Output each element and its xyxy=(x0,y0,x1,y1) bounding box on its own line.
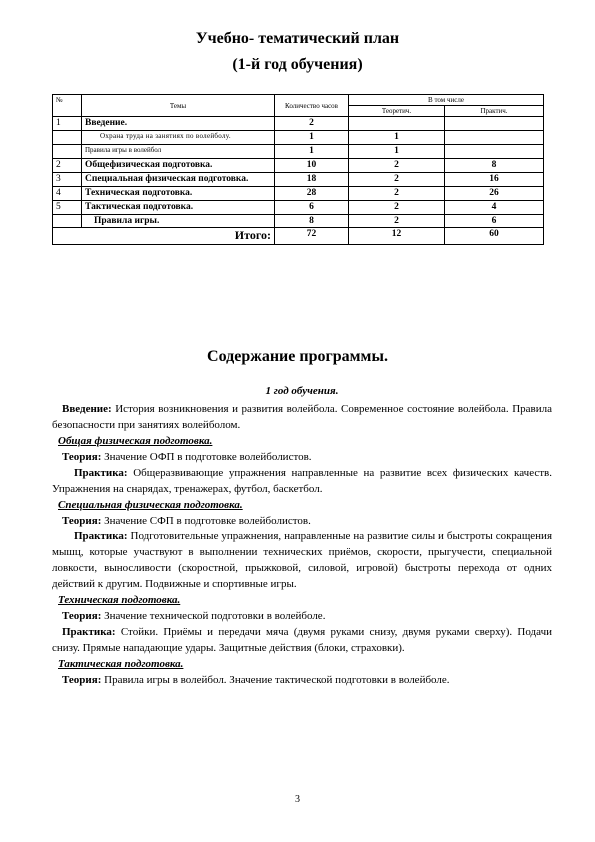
row-hours: 10 xyxy=(275,158,349,172)
table-row xyxy=(53,186,544,200)
row-topic: Специальная физическая подготовка. xyxy=(82,172,275,186)
row-no xyxy=(53,214,82,228)
row-practice: 6 xyxy=(445,214,544,228)
ofp-practice-label: Практика: xyxy=(74,466,128,479)
sfp-theory xyxy=(52,514,552,530)
intro-text: История возникновения и развития волейбола. Современное состояние волейбола. Правила безопасности при занятиях волейболом. xyxy=(52,402,552,431)
row-hours: 1 xyxy=(275,131,349,145)
table-row xyxy=(53,214,544,228)
row-practice: 4 xyxy=(445,200,544,214)
intro-label: Введение: xyxy=(62,402,112,415)
row-hours: 2 xyxy=(275,117,349,131)
total-practice: 60 xyxy=(445,228,544,245)
row-practice: 8 xyxy=(445,158,544,172)
ofp-theory xyxy=(52,450,552,466)
ofp-heading: Общая физическая подготовка. xyxy=(58,434,213,447)
row-no: 3 xyxy=(53,172,82,186)
col-theory-header: Теоретич. xyxy=(349,106,445,117)
row-hours: 6 xyxy=(275,200,349,214)
row-topic: Тактическая подготовка. xyxy=(82,200,275,214)
table-row xyxy=(53,172,544,186)
table-row xyxy=(53,117,544,131)
sfp-heading: Специальная физическая подготовка. xyxy=(58,498,243,511)
row-theory: 2 xyxy=(349,172,445,186)
ofp-theory-text: Значение ОФП в подготовке волейболистов. xyxy=(101,450,312,463)
row-practice xyxy=(445,144,544,158)
tact-heading: Тактическая подготовка. xyxy=(58,657,184,670)
total-label: Итого: xyxy=(53,228,275,245)
row-no: 2 xyxy=(53,158,82,172)
row-practice xyxy=(445,131,544,145)
row-hours: 1 xyxy=(275,144,349,158)
row-theory: 1 xyxy=(349,144,445,158)
tact-theory-label: Теория: xyxy=(62,673,102,686)
col-including-header: В том числе xyxy=(349,95,544,106)
col-practice-header: Практич. xyxy=(445,106,544,117)
tact-theory xyxy=(52,673,552,689)
row-topic: Правила игры. xyxy=(82,214,275,228)
tact-theory-text: Правила игры в волейбол. Значение тактической подготовки в волейболе. xyxy=(101,673,450,686)
row-no: 4 xyxy=(53,186,82,200)
table-row xyxy=(53,200,544,214)
row-topic: Охрана труда на занятиях по волейболу. xyxy=(82,131,275,145)
col-topic-header: Темы xyxy=(82,95,275,117)
table-total-row xyxy=(53,228,544,245)
row-theory xyxy=(349,117,445,131)
ofp-practice-text: Общеразвивающие упражнения направленные на развитие всех физических качеств. Упражнения на снарядах, тренажерах, футбол, баскетбол. xyxy=(52,466,552,495)
row-hours: 8 xyxy=(275,214,349,228)
row-no xyxy=(53,131,82,145)
row-no: 5 xyxy=(53,200,82,214)
table-row xyxy=(53,144,544,158)
row-practice xyxy=(445,117,544,131)
table-row xyxy=(53,158,544,172)
sfp-practice-text: Подготовительные упражнения, направленные на развитие силы и быстроты сокращения мышц, которые участвуют в выполнении технических приёмов, скорости, прыгучести, специальной ловкости, выносливости (скоростной, прыжковой, силовой, игровой) быстроты перехода от одних действий к другим. Подвижные и спортивные игры. xyxy=(52,530,552,591)
tech-heading: Техническая подготовка. xyxy=(58,594,181,607)
row-topic: Введение. xyxy=(82,117,275,131)
col-hours-header: Количество часов xyxy=(275,95,349,117)
row-hours: 18 xyxy=(275,172,349,186)
table-header-row xyxy=(53,95,544,106)
row-topic: Техническая подготовка. xyxy=(82,186,275,200)
page-number: 3 xyxy=(295,794,300,805)
year-heading: 1 год обучения. xyxy=(265,385,339,397)
tech-practice xyxy=(52,625,552,657)
tech-theory xyxy=(52,609,552,625)
plan-title: Учебно- тематический план xyxy=(195,30,400,47)
ofp-theory-label: Теория: xyxy=(62,450,102,463)
total-theory: 12 xyxy=(349,228,445,245)
ofp-practice xyxy=(52,466,552,498)
curriculum-table xyxy=(52,94,544,245)
table-row xyxy=(53,131,544,145)
sfp-practice xyxy=(52,529,552,593)
program-content xyxy=(52,384,552,689)
row-hours: 28 xyxy=(275,186,349,200)
col-no-header: № xyxy=(53,95,82,117)
row-no: 1 xyxy=(53,117,82,131)
row-no xyxy=(53,144,82,158)
tech-theory-text: Значение технической подготовки в волейболе. xyxy=(101,610,326,623)
row-practice: 16 xyxy=(445,172,544,186)
tech-practice-label: Практика: xyxy=(62,626,116,639)
row-theory: 2 xyxy=(349,214,445,228)
sfp-theory-label: Теория: xyxy=(62,514,102,527)
total-hours: 72 xyxy=(275,228,349,245)
row-theory: 2 xyxy=(349,186,445,200)
sfp-practice-label: Практика: xyxy=(74,530,128,543)
tech-theory-label: Теория: xyxy=(62,610,102,623)
row-theory: 2 xyxy=(349,200,445,214)
row-topic: Общефизическая подготовка. xyxy=(82,158,275,172)
row-theory: 1 xyxy=(349,131,445,145)
row-theory: 2 xyxy=(349,158,445,172)
sfp-theory-text: Значение СФП в подготовке волейболистов. xyxy=(101,514,311,527)
row-topic: Правила игры в волейбол xyxy=(82,144,275,158)
program-title: Содержание программы. xyxy=(207,348,388,365)
plan-subtitle: (1-й год обучения) xyxy=(232,56,363,73)
tech-practice-text: Стойки. Приёмы и передачи мяча (двумя руками снизу, двумя руками сверху). Подачи снизу. Прямые нападающие удары. Защитные действия (блоки, страховки). xyxy=(52,626,552,654)
row-practice: 26 xyxy=(445,186,544,200)
intro-paragraph xyxy=(52,402,552,434)
